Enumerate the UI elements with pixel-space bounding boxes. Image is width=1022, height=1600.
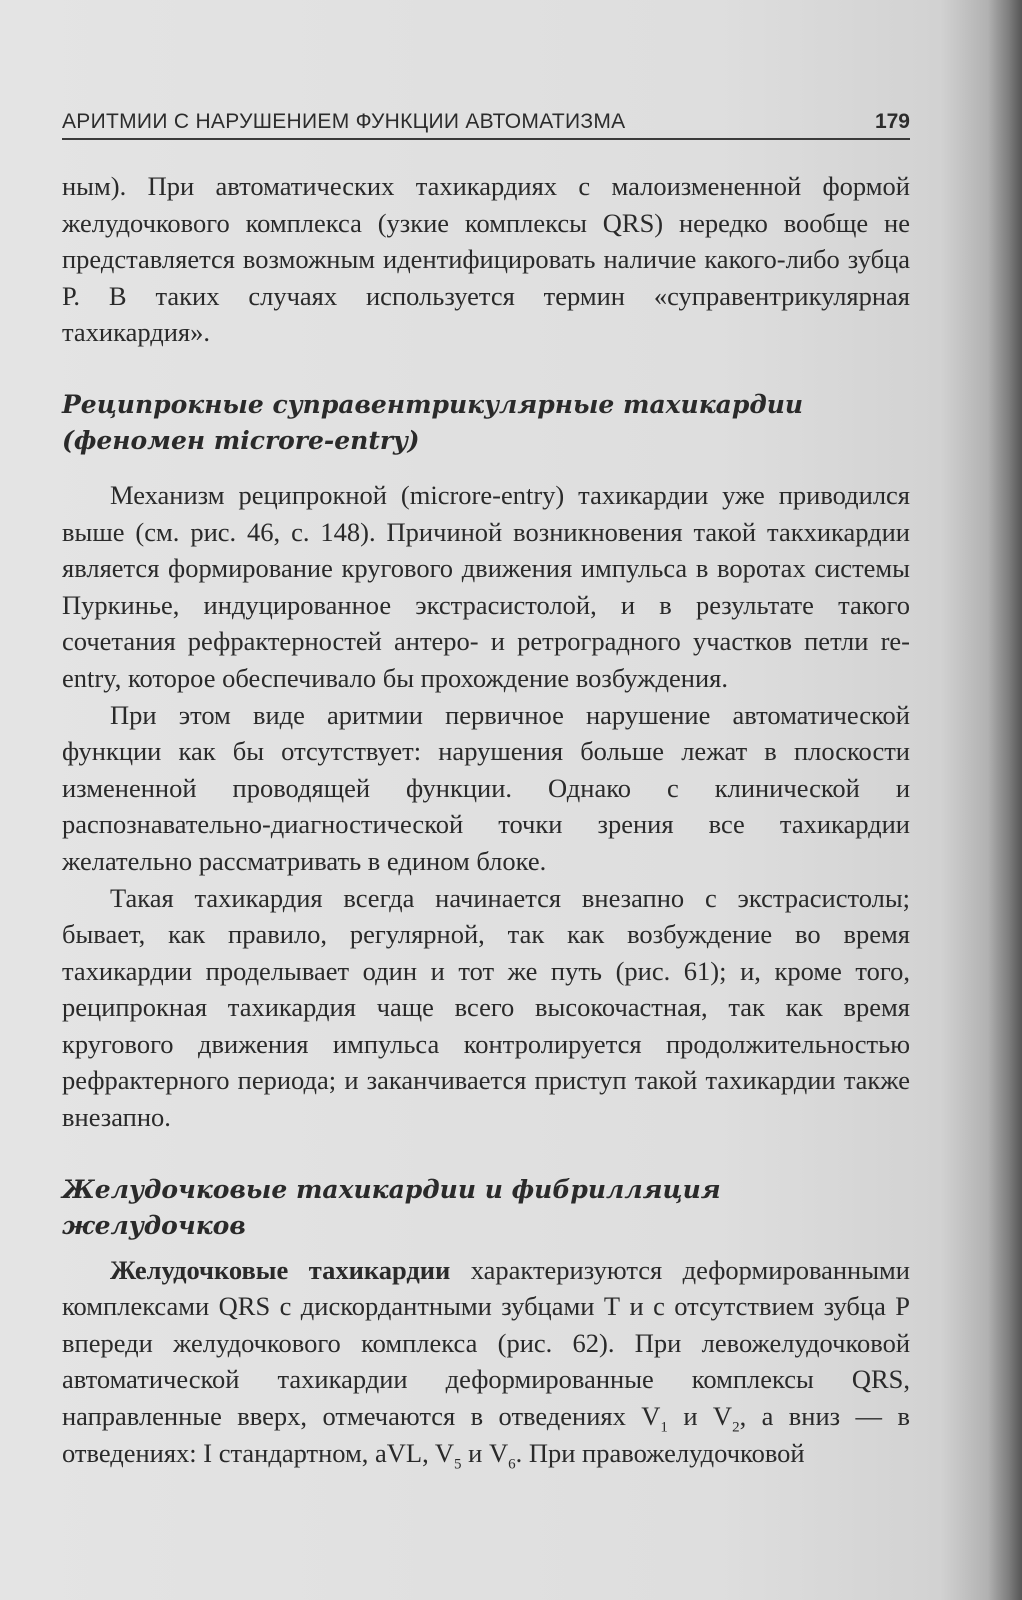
section-heading-ventricular: Желудочковые тахикардии и фибрилляция желудочков [62, 1174, 721, 1240]
text-fragment: и V [461, 1437, 509, 1468]
subscript: 5 [454, 1455, 462, 1472]
book-spine-shadow [988, 0, 1022, 1600]
page-header [62, 100, 910, 140]
subscript: 2 [732, 1419, 740, 1436]
text-fragment: и V [667, 1401, 733, 1432]
paragraph-continued: ным). При автоматических тахикардиях с малоизмененной формой желудочкового комплекса (узкие комплексы QRS) нередко вообще не представляется возможным идентифицировать наличие какого-либо зубца Р. В таких случаях используется термин «суправентрикулярная тахикардия». [62, 171, 910, 348]
paragraph-mechanism: Механизм реципрокной (micrоre-entry) тахикардии уже приводился выше (см. рис. 46, с. 148). Причиной возникновения такой такхикардии является формирование кругового движения импульса в воротах системы Пуркинье, индуцированное экстрасистолой, и в результате такого сочетания рефрактерностей антеро- и ретроградного участков петли re-entry, которое обеспечивало бы прохождение возбуждения. [62, 479, 910, 693]
page-body [62, 168, 910, 1471]
paragraph-ventricular-tachycardia [62, 1252, 910, 1472]
text-fragment: характеризуются деформированными комплексами QRS с дискордантными зубцами Т и с отсутствием зубца Р впереди желудочкового комплекса (рис. 62). При левожелудочковой автоматической тахикардии деформированные комплексы QRS, направленные вверх, отмечаются в отведениях V [62, 1254, 910, 1432]
lead-term: Желудочковые тахикардии [110, 1254, 451, 1285]
paragraph-arrhythmia-type: При этом виде аритмии первичное нарушение автоматической функции как бы отсутствует: нарушения больше лежат в плоскости измененной проводящей функции. Однако с клинической и распознавательно-диагностической точки зрения все тахикардии желательно рассматривать в едином блоке. [62, 699, 910, 876]
page-number: 179 [874, 110, 910, 133]
section-heading-reciprocal: Реципрокные суправентрикулярные тахикардии (феномен micrоre-entry) [62, 389, 804, 455]
text-fragment: . При правожелудочковой [515, 1437, 805, 1468]
subscript: 1 [660, 1419, 668, 1436]
paragraph-onset: Такая тахикардия всегда начинается внезапно с экстрасистолы; бывает, как правило, регулярной, так как возбуждение во время тахикардии проделывает один и тот же путь (рис. 61); и, кроме того, реципрокная тахикардия чаще всего высокочастная, так как время кругового движения импульса контролируется продолжительностью рефрактерного периода; и заканчивается приступ такой тахикардии также внезапно. [62, 882, 910, 1133]
running-title: АРИТМИИ С НАРУШЕНИЕМ ФУНКЦИИ АВТОМАТИЗМА [62, 110, 626, 133]
text-fragment: , а вниз — в отведениях: I стандартном, aVL, V [62, 1401, 910, 1468]
subscript: 6 [508, 1455, 516, 1472]
